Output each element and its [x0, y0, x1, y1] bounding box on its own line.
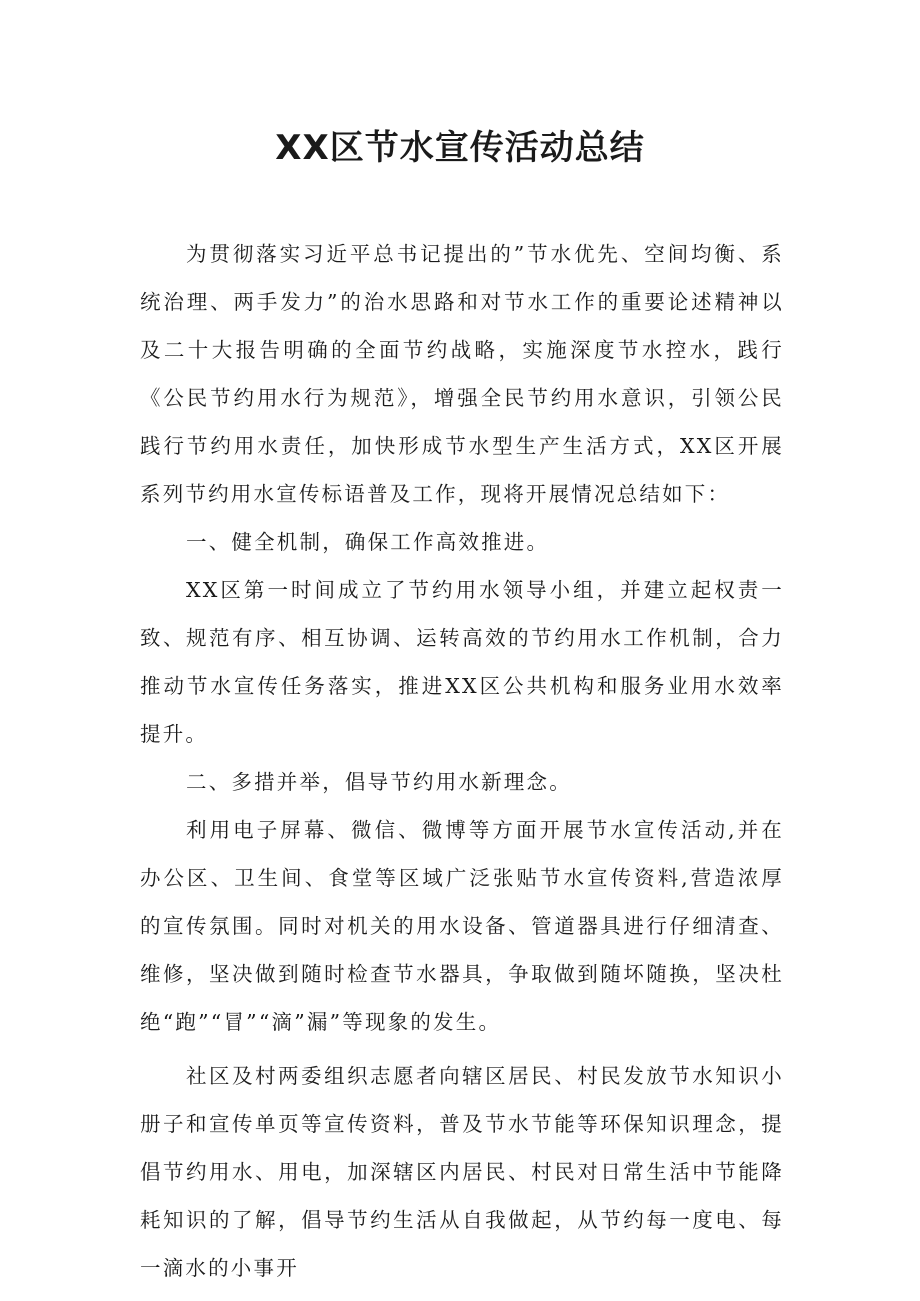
section-heading-2: 二、多措并举，倡导节约用水新理念。 [186, 770, 572, 794]
paragraph-measures: 利用电子屏幕、微信、微博等方面开展节水宣传活动,并在办公区、卫生间、食堂等区域广泛张贴节水宣传资料,营造浓厚的宣传氛围。同时对机关的用水设备、管道器具进行仔细清查、维修，坚决做到随时检查节水器具，争取做到随坏随换，坚决杜绝“跑”“冒”“滴”漏”等现象的发生。 [140, 818, 784, 1034]
section-heading-1: 一、健全机制，确保工作高效推进。 [186, 530, 550, 554]
paragraph-intro: 为贯彻落实习近平总书记提出的”节水优先、空间均衡、系统治理、两手发力”的治水思路和对节水工作的重要论述精神以及二十大报告明确的全面节约战略，实施深度节水控水，践行《公民节约用水行为规范》，增强全民节约用水意识，引领公民践行节约用水责任，加快形成节水型生产生活方式，XX区开展系列节约用水宣传标语普及工作，现将开展情况总结如下： [140, 242, 784, 506]
document-title: XX区节水宣传活动总结 [275, 128, 645, 168]
paragraph-community: 社区及村两委组织志愿者向辖区居民、村民发放节水知识小册子和宣传单页等宣传资料，普及节水节能等环保知识理念，提倡节约用水、用电，加深辖区内居民、村民对日常生活中节能降耗知识的了解，倡导节约生活从自我做起，从节约每一度电、每一滴水的小事开 [140, 1064, 784, 1280]
paragraph-mechanism: XX区第一时间成立了节约用水领导小组，并建立起权责一致、规范有序、相互协调、运转高效的节约用水工作机制，合力推动节水宣传任务落实，推进XX区公共机构和服务业用水效率提升。 [140, 578, 784, 746]
document-body [140, 230, 784, 1292]
